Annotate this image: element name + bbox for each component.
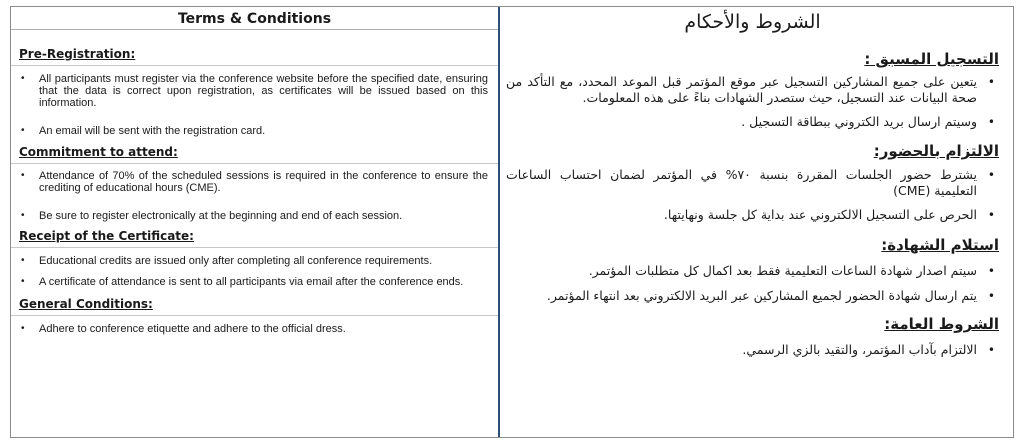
en-item-pre-registration-1: • All participants must register via the conference website before the specified date, ensuring that the data is correct upon registration, as certificates will be issued based on this information.: [19, 73, 488, 109]
en-item-general-1: • Adhere to conference etiquette and adhere to the official dress.: [19, 323, 488, 335]
en-section-general: [19, 297, 488, 335]
en-item-certificate-2: • A certificate of attendance is sent to all participants via email after the conference ends.: [19, 276, 488, 288]
en-heading-general: General Conditions:: [19, 297, 153, 311]
english-title: Terms & Conditions: [11, 9, 498, 30]
divider: [11, 163, 498, 164]
ar-section-commitment: [506, 141, 999, 223]
en-heading-commitment: Commitment to attend:: [19, 145, 178, 159]
arabic-title: الشروط والأحكام: [684, 11, 821, 33]
en-heading-pre-registration: Pre-Registration:: [19, 47, 136, 61]
en-section-commitment: [19, 145, 488, 222]
ar-item-general-1: • الالتزام بآداب المؤتمر، والتقيد بالزي الرسمي.: [506, 342, 999, 358]
ar-heading-pre-registration: التسجيل المسبق :: [864, 50, 999, 68]
ar-item-commitment-1: • يشترط حضور الجلسات المقررة بنسبة ٧٠% في المؤتمر لضمان احتساب الساعات التعليمية (CME): [506, 167, 999, 199]
ar-section-pre-registration: [506, 49, 999, 130]
ar-item-certificate-2: • يتم ارسال شهادة الحضور لجميع المشاركين عبر البريد الالكتروني بعد انتهاء المؤتمر.: [506, 288, 999, 304]
ar-section-general: [506, 314, 999, 358]
en-section-pre-registration: [19, 47, 488, 137]
divider: [11, 247, 498, 248]
ar-heading-commitment: الالتزام بالحضور:: [873, 142, 999, 160]
ar-section-certificate: [506, 235, 999, 304]
ar-item-commitment-2: • الحرص على التسجيل الالكتروني عند بداية كل جلسة ونهايتها.: [506, 207, 999, 223]
divider: [11, 65, 498, 66]
en-item-commitment-1: • Attendance of 70% of the scheduled sessions is required in the conference to ensure the crediting of educational hours (CME).: [19, 170, 488, 194]
terms-table: [10, 6, 1014, 438]
en-item-commitment-2: • Be sure to register electronically at the beginning and end of each session.: [19, 210, 488, 222]
en-section-certificate: [19, 229, 488, 288]
ar-item-pre-registration-1: • يتعين على جميع المشاركين التسجيل عبر موقع المؤتمر قبل الموعد المحدد، مع التأكد من صحة البيانات عند التسجيل، حيث ستصدر الشهادات بناءً على هذه المعلومات.: [506, 74, 999, 106]
english-column: [11, 7, 500, 437]
en-heading-certificate: Receipt of the Certificate:: [19, 229, 194, 243]
ar-item-certificate-1: • سيتم اصدار شهادة الساعات التعليمية فقط بعد اكمال كل متطلبات المؤتمر.: [506, 263, 999, 279]
ar-heading-certificate: استلام الشهادة:: [881, 236, 999, 254]
ar-heading-general: الشروط العامة:: [884, 315, 999, 333]
ar-item-pre-registration-2: • وسيتم ارسال بريد الكتروني ببطاقة التسجيل .: [506, 114, 999, 130]
en-item-certificate-1: • Educational credits are issued only after completing all conference requirements.: [19, 255, 488, 267]
arabic-column: [500, 7, 1013, 437]
divider: [11, 315, 498, 316]
en-item-pre-registration-2: • An email will be sent with the registration card.: [19, 125, 488, 137]
